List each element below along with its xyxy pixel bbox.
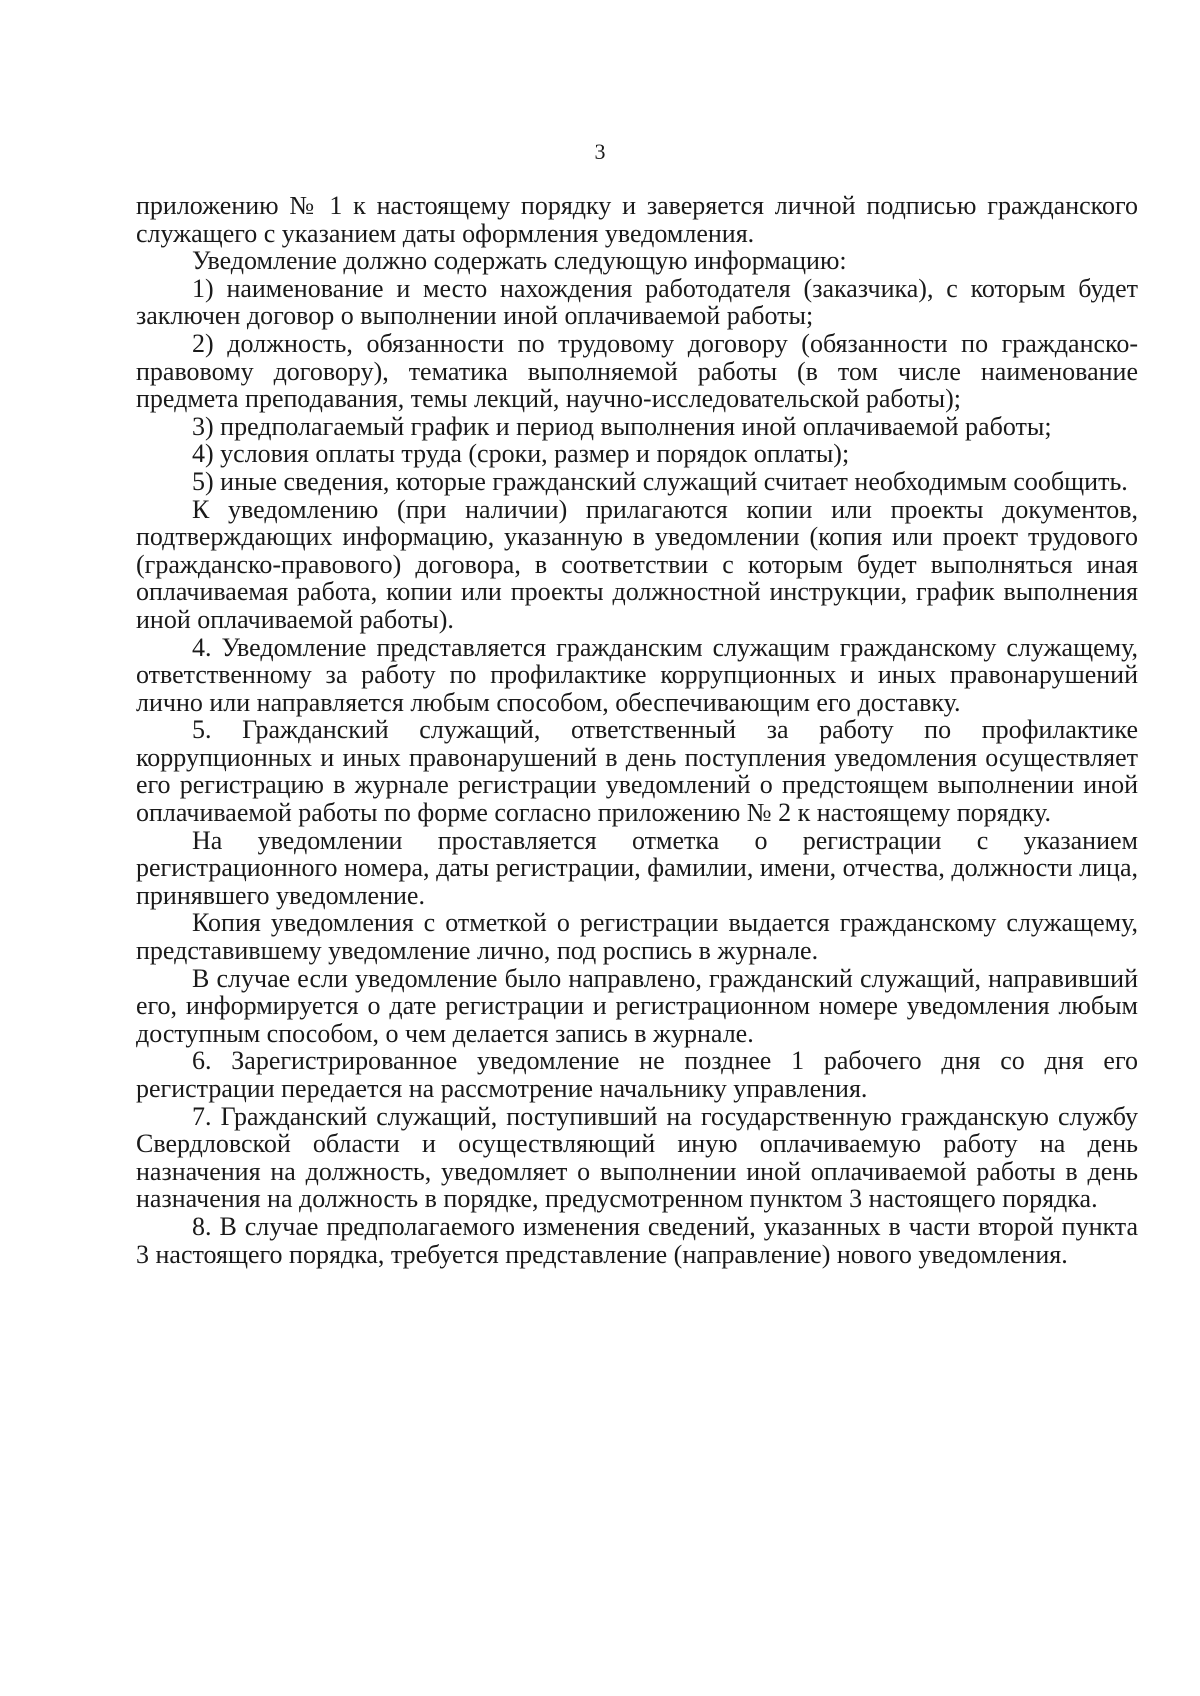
list-item-5: 5) иные сведения, которые гражданский служащий считает необходимым сообщить. [192,466,1128,496]
paragraph-clause-7: 7. Гражданский служащий, поступивший на государственную гражданскую службу Свердловской области и осуществляющий иную оплачиваемую работу на день назначения на должность, уведомляет о выполнении иной оплачиваемой работы в день назначения на должность в порядке, предусмотренном пунктом 3 настоящего порядка. [136,1101,1138,1214]
list-item-2: 2) должность, обязанности по трудовому договору (обязанности по гражданско-правовому договору), тематика выполняемой работы (в том числе наименование предмета преподавания, темы лекций, научно-исследовательской работы); [136,328,1138,414]
paragraph-sent-notice: В случае если уведомление было направлено, гражданский служащий, направивший его, информируется о дате регистрации и регистрационном номере уведомления любым доступным способом, о чем делается запись в журнале. [136,963,1138,1048]
page-number: 3 [594,139,606,164]
list-item-4: 4) условия оплаты труда (сроки, размер и порядок оплаты); [192,439,850,469]
paragraph-clause-5: 5. Гражданский служащий, ответственный за работу по профилактике коррупционных и иных правонарушений в день поступления уведомления осуществляет его регистрацию в журнале регистрации уведомлений о предстоящем выполнении иной оплачиваемой работы по форме согласно приложению № 2 к настоящему порядку. [136,715,1138,828]
paragraph-notice-contents-intro: Уведомление должно содержать следующую информацию: [192,246,847,276]
paragraph-clause-8: 8. В случае предполагаемого изменения сведений, указанных в части второй пункта 3 настоящего порядка, требуется представление (направление) нового уведомления. [136,1211,1138,1269]
paragraph-attachments: К уведомлению (при наличии) прилагаются копии или проекты документов, подтверждающих информацию, указанную в уведомлении (копия или проект трудового (гражданско-правового) договора, в соответствии с которым будет выполняться иная оплачиваемая работа, копии или проекты должностной инструкции, график выполнения иной оплачиваемой работы). [136,494,1138,634]
paragraph-clause-4: 4. Уведомление представляется гражданским служащим гражданскому служащему, ответственному за работу по профилактике коррупционных и иных правонарушений лично или направляется любым способом, обеспечивающим его доставку. [136,632,1138,717]
document-body [136,192,1138,1268]
paragraph-registration-mark: На уведомлении проставляется отметка о регистрации с указанием регистрационного номера, даты регистрации, фамилии, имени, отчества, должности лица, принявшего уведомление. [136,825,1138,910]
list-item-3: 3) предполагаемый график и период выполнения иной оплачиваемой работы; [192,411,1052,441]
paragraph-continuation: приложению № 1 к настоящему порядку и заверяется личной подписью гражданского служащего с указанием даты оформления уведомления. [136,191,1138,248]
list-item-1: 1) наименование и место нахождения работодателя (заказчика), с которым будет заключен договор о выполнении иной оплачиваемой работы; [136,273,1138,331]
paragraph-copy-issued: Копия уведомления с отметкой о регистрации выдается гражданскому служащему, представившему уведомление лично, под роспись в журнале. [136,908,1138,966]
paragraph-clause-6: 6. Зарегистрированное уведомление не позднее 1 рабочего дня со дня его регистрации передается на рассмотрение начальнику управления. [136,1046,1138,1103]
